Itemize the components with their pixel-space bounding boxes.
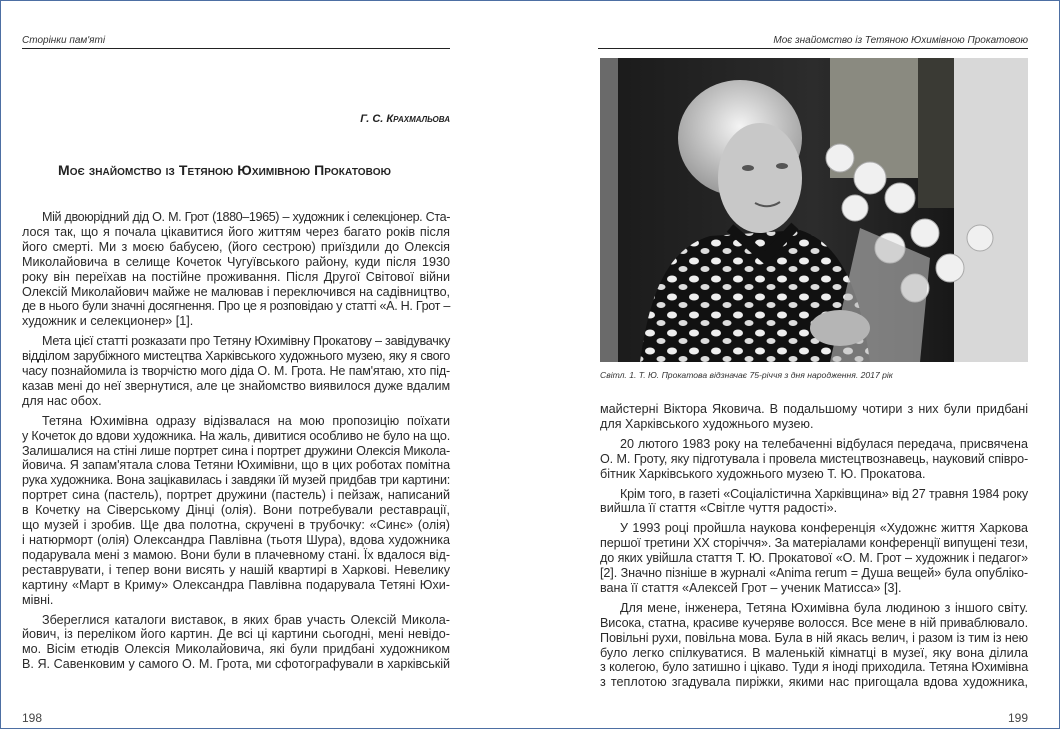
- text-line: для Харківського художнього музею.: [600, 416, 814, 431]
- text-line: вийшла її стаття «Світле чуття радості».: [600, 501, 838, 516]
- paragraph: [22, 334, 450, 409]
- text-line: Висока, статна, красиве кучеряве волосся. Все мене в ній приваблювало.: [600, 615, 1028, 630]
- text-line: першої третини XX сторіччя». За матеріалами конференції випущені тези,: [600, 536, 1028, 551]
- header-rule: [22, 48, 450, 49]
- page-number: 199: [1007, 711, 1028, 725]
- paragraph: [600, 437, 1028, 482]
- text-line: і натюрморт (олія) Олександра Павлівна (тьотя Шура), вдова художника: [22, 533, 450, 547]
- text-line: Збереглися каталоги виставок, в яких брав участь Олексій Микола-: [42, 612, 450, 627]
- text-line: з колегою, було затишно і цікаво. Туди я іноді приходила. Тетяна Юхимівна: [600, 660, 1028, 675]
- text-line: рука художника. Вона зацікавилась і завдяки їй музей придбав три картини:: [22, 473, 450, 488]
- text-line: Залишалися на стіні лише портрет сина і портрет дружини Олексія Микола-: [22, 443, 450, 458]
- text-line: Повільні рухи, повільна мова. Була в ній якась велич, і разом із тим із нею: [600, 630, 1028, 645]
- text-line: Миколайовича в селище Кочеток Чугуївського району, куди після 1930: [22, 254, 450, 269]
- text-line: реставрувати, і тепер вони висять у нашій квартирі в Харкові. Невелику: [22, 562, 450, 577]
- running-head: Моє знайомство із Тетяною Юхимівною Прокатовою: [773, 35, 1028, 46]
- text-line: 20 лютого 1983 року на телебаченні відбулася передача, присвячена: [620, 436, 1028, 451]
- body-text: [600, 402, 1028, 695]
- text-line: року він переїхав на постійне проживання. Після Другої Світової війни: [22, 269, 450, 284]
- text-line: вана її стаття «Алексей Грот – ученик Матисса» [3].: [600, 580, 902, 595]
- header-rule: [598, 48, 1028, 49]
- paragraph: [600, 402, 1028, 432]
- text-line: часу познайомила із творчістю мого діда О. М. Грота. Не пам'ятаю, хто під-: [22, 364, 450, 379]
- text-line: О. М. Гроту, яку підготувала і провела мистецтвознавець, науковий співро-: [600, 451, 1028, 466]
- text-line: Олексій Миколайович майже не малював і переключився на садівництво,: [22, 284, 450, 299]
- text-line: до яких увійшла стаття Т. Ю. Прокатової «О. М. Грот – художник і педагог»: [600, 551, 1028, 566]
- text-line: мо. Вісім етюдів Олексія Миколайовича, які були придбані художником: [22, 642, 450, 657]
- body-text: [22, 210, 450, 677]
- text-line: лося так, що я почала цікавитися його життям через багато років після: [22, 224, 450, 239]
- text-line: йович, із переліком його картин. Де всі ці картини сьогодні, мені невідо-: [22, 627, 450, 642]
- paragraph: [600, 601, 1028, 690]
- photo-caption: Світл. 1. Т. Ю. Прокатова відзначає 75-річчя з дня народження. 2017 рік: [600, 370, 893, 380]
- paragraph: [600, 521, 1028, 596]
- running-head: Сторінки пам'яті: [22, 35, 106, 46]
- paragraph: [22, 414, 450, 608]
- photo-prokatova: [600, 58, 1028, 362]
- text-line: в Кочетку на Сіверському Дінці (олія). Вони потребували реставрації,: [22, 503, 450, 518]
- text-line: його смерті. Ми з моєю бабусею, (його сестрою) приїздили до Олексія: [22, 239, 450, 254]
- text-line: казав мені до неї звернутися, але це знайомство виявилося дуже вдалим: [22, 378, 450, 393]
- text-line: бітник Харківського художнього музею Т. Ю. Прокатова.: [600, 466, 926, 481]
- text-line: Для мене, інженера, Тетяна Юхимівна була людиною з іншого світу.: [620, 600, 1028, 615]
- text-line: було легко спілкуватися. В маленькій кімнатці в музеї, яку вона ділила: [600, 645, 1028, 660]
- text-line: Крім того, в газеті «Соціалістична Харківщина» від 27 травня 1984 року: [620, 486, 1028, 501]
- text-line: мівні.: [22, 592, 54, 607]
- text-line: подарувала мені з мамою. Вони були в плачевному стані. Їх вдалося від-: [22, 547, 450, 562]
- paragraph: [22, 613, 450, 673]
- text-line: відділом зарубіжного мистецтва Харківського художнього музею, яку я свого: [22, 349, 450, 364]
- article-author: Г. С. Крахмальова: [360, 113, 450, 125]
- paragraph: [22, 210, 450, 329]
- text-line: з теплотою згадувала пиріжки, якими нас пригощала вдова художника,: [600, 675, 1028, 690]
- article-title: Моє знайомство із Тетяною Юхимівною Прокатовою: [58, 162, 392, 178]
- text-line: Мій двоюрідний дід О. М. Грот (1880–1965) – художник і селекціонер. Ста-: [42, 210, 450, 224]
- text-line: У 1993 році пройшла наукова конференція «Художнє життя Харкова: [620, 521, 1028, 536]
- text-line: що музей і зробив. Ще два полотна, скручені в трубочку: «Синє» (олія): [22, 518, 450, 533]
- text-line: Мета цієї статті розказати про Тетяну Юхимівну Прокатову – завідувачку: [42, 334, 450, 349]
- text-line: майстерні Віктора Яковича. В подальшому чотири з них були придбані: [600, 402, 1028, 416]
- text-line: йовича. Я запам'ятала слова Тетяни Юхимівни, що в цих роботах помітна: [22, 458, 450, 473]
- text-line: картину «Март в Криму» Олександра Павлівна подарувала Тетяні Юхи-: [22, 577, 450, 592]
- text-line: портрет сина (пастель), портрет дружини (пастель) і пейзаж, написаний: [22, 488, 450, 503]
- text-line: В. Я. Савенковим у самого О. М. Грота, ми сфотографували в харківській: [22, 657, 450, 672]
- text-line: Тетяна Юхимівна одразу відізвалася на мою пропозицію поїхати: [42, 413, 450, 428]
- text-line: у Кочеток до вдови художника. На жаль, дивитися особливо не було на що.: [22, 428, 450, 443]
- paragraph: [600, 487, 1028, 517]
- text-line: [2]. Значно пізніше в журналі «Anima rerum = Душа вещей» була опубліко-: [600, 566, 1028, 581]
- page-number: 198: [22, 711, 43, 725]
- text-line: для нас обох.: [22, 393, 102, 408]
- text-line: художник и селекционер» [1].: [22, 314, 194, 329]
- text-line: де в нього були значні досягнення. Про це я розповідаю у статті «А. Н. Грот –: [22, 299, 450, 314]
